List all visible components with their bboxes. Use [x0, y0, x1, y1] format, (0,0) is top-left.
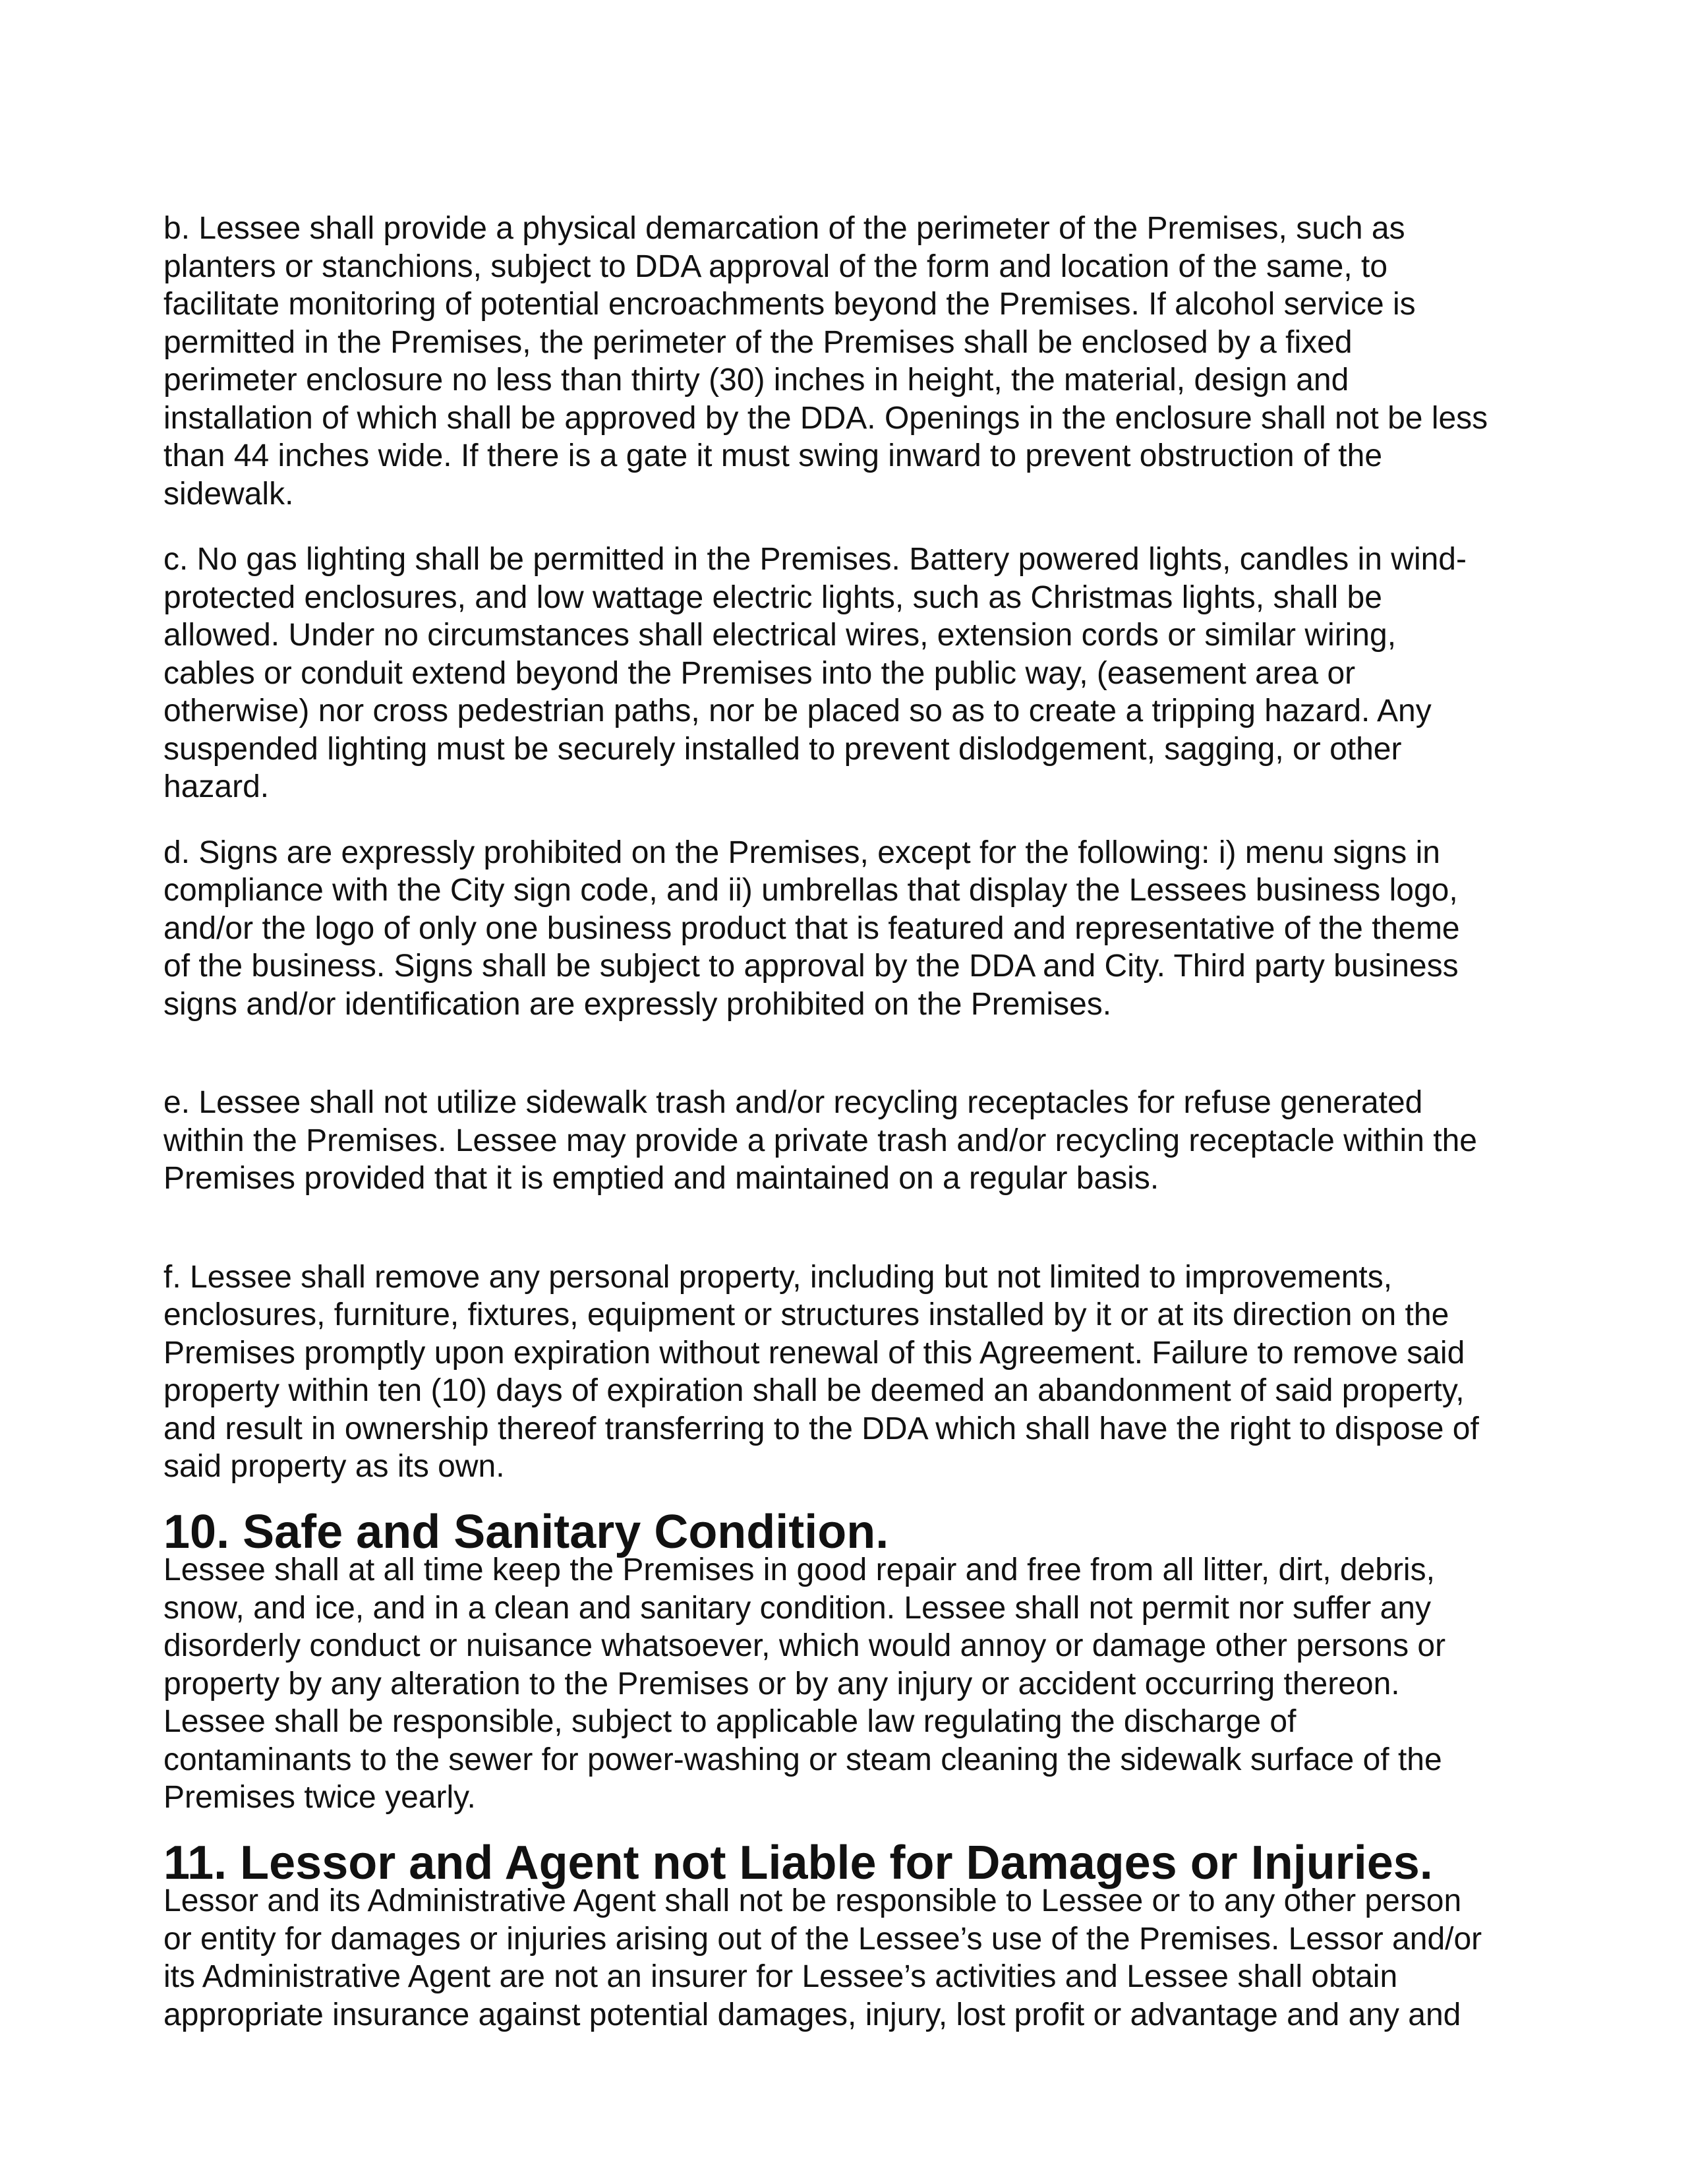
document-page [163, 210, 1544, 2034]
paragraph-d: d. Signs are expressly prohibited on the Premises, except for the following: i) menu signs in compliance with the City sign code, and ii) umbrellas that display the Lessees business logo, and/or the logo of only one business product that is featured and representative of the theme of the business. Signs shall be subject to approval by the DDA and City. Third party business signs and/or identification are expressly prohibited on the Premises. [163, 835, 1460, 1022]
section-10-heading: 10. Safe and Sanitary Condition. [163, 1505, 889, 1558]
paragraph-e: e. Lessee shall not utilize sidewalk trash and/or recycling receptacles for refuse generated within the Premises. Lessee may provide a private trash and/or recycling receptacle within the Premises provided that it is emptied and maintained on a regular basis. [163, 1085, 1477, 1196]
section-11-heading: 11. Lessor and Agent not Liable for Damages or Injuries. [163, 1836, 1433, 1889]
section-10-body: Lessee shall at all time keep the Premises in good repair and free from all litter, dirt, debris, snow, and ice, and in a clean and sanitary condition. Lessee shall not permit nor suffer any disorderly conduct or nuisance whatsoever, which would annoy or damage other persons or property by any alteration to the Premises or by any injury or accident occurring thereon. Lessee shall be responsible, subject to applicable law regulating the discharge of contaminants to the sewer for power-washing or steam cleaning the sidewalk surface of the Premises twice yearly. [163, 1552, 1446, 1815]
paragraph-c: c. No gas lighting shall be permitted in the Premises. Battery powered lights, candles in wind- protected enclosures, and low wattage electric lights, such as Christmas lights, shall be allowed. Under no circumstances shall electrical wires, extension cords or similar wiring, cables or conduit extend beyond the Premises into the public way, (easement area or otherwise) nor cross pedestrian paths, nor be placed so as to create a tripping hazard. Any suspended lighting must be securely installed to prevent dislodgement, sagging, or other hazard. [163, 542, 1467, 804]
section-11-body: Lessor and its Administrative Agent shall not be responsible to Lessee or to any other person or entity for damages or injuries arising out of the Lessee’s use of the Premises. Lessor and/or its Administrative Agent are not an insurer for Lessee’s activities and Lessee shall obtain appropriate insurance against potential damages, injury, lost profit or advantage and any and [163, 1883, 1482, 2032]
paragraph-b: b. Lessee shall provide a physical demarcation of the perimeter of the Premises, such as planters or stanchions, subject to DDA approval of the form and location of the same, to facilitate monitoring of potential encroachments beyond the Premises. If alcohol service is permitted in the Premises, the perimeter of the Premises shall be enclosed by a fixed perimeter enclosure no less than thirty (30) inches in height, the material, design and installation of which shall be approved by the DDA. Openings in the enclosure shall not be less than 44 inches wide. If there is a gate it must swing inward to prevent obstruction of the sidewalk. [163, 211, 1488, 512]
paragraph-f: f. Lessee shall remove any personal property, including but not limited to improvements, enclosures, furniture, fixtures, equipment or structures installed by it or at its direction on the Premises promptly upon expiration without renewal of this Agreement. Failure to remove said property within ten (10) days of expiration shall be deemed an abandonment of said property, and result in ownership thereof transferring to the DDA which shall have the right to dispose of said property as its own. [163, 1259, 1479, 1484]
